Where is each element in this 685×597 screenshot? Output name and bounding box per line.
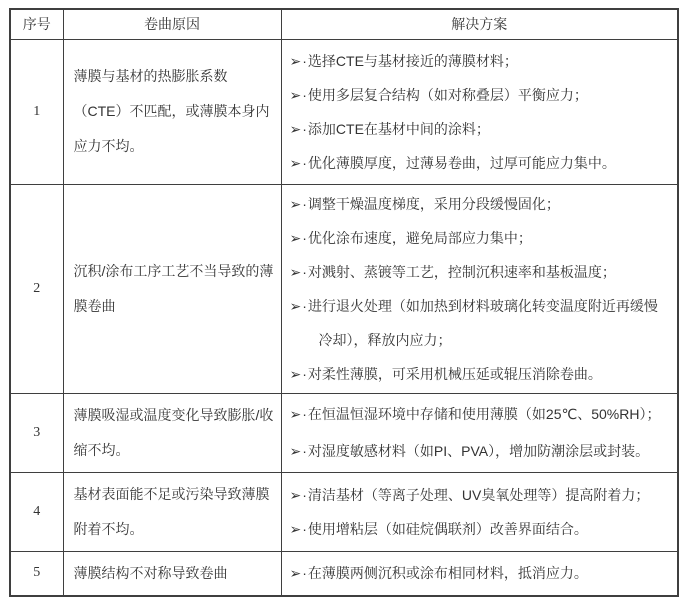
arrow-bullet-icon: ➢· [289, 229, 308, 246]
solution-text: 在恒温恒湿环境中存储和使用薄膜（如25℃、50%RH）； [307, 405, 661, 422]
table-row-3 [10, 393, 678, 472]
table-row-5 [10, 551, 678, 596]
solution-text: 选择CTE与基材接近的薄膜材料； [307, 52, 518, 69]
solution-item [289, 512, 672, 546]
solution-item [289, 559, 672, 587]
row-number: 5 [10, 551, 63, 596]
header-cell-solution: 解决方案 [281, 9, 678, 39]
solution-text: 使用增粘层（如硅烷偶联剂）改善界面结合。 [307, 520, 588, 537]
solution-item [289, 112, 672, 146]
table-header-row [10, 9, 678, 39]
row-number: 1 [10, 39, 63, 184]
row-number: 2 [10, 184, 63, 393]
solution-text: 对湿度敏感材料（如PI、PVA），增加防潮涂层或封装。 [307, 442, 650, 459]
solution-item [289, 221, 672, 255]
cause-text: 薄膜与基材的热膨胀系数（CTE）不匹配，或薄膜本身内应力不均。 [63, 39, 281, 184]
solution-text: 在薄膜两侧沉积或涂布相同材料，抵消应力。 [307, 565, 588, 581]
solutions-cell [281, 393, 678, 472]
solution-text: 使用多层复合结构（如对称叠层）平衡应力； [307, 86, 588, 103]
arrow-bullet-icon: ➢· [289, 86, 308, 103]
solution-item [289, 396, 672, 433]
solution-text: 优化薄膜厚度，过薄易卷曲，过厚可能应力集中。 [307, 154, 616, 171]
solution-text: 对柔性薄膜，可采用机械压延或辊压消除卷曲。 [307, 365, 602, 382]
table-row-4 [10, 472, 678, 551]
solution-text: 进行退火处理（如加热到材料玻璃化转变温度附近再缓慢冷却），释放内应力； [307, 297, 658, 348]
arrow-bullet-icon: ➢· [289, 297, 308, 314]
solution-text: 清洁基材（等离子处理、UV臭氧处理等）提高附着力； [307, 486, 650, 503]
solutions-cell [281, 39, 678, 184]
solution-item [289, 357, 672, 391]
arrow-bullet-icon: ➢· [289, 195, 308, 212]
solution-text: 调整干燥温度梯度，采用分段缓慢固化； [307, 195, 560, 212]
header-cell-number: 序号 [10, 9, 63, 39]
solution-item [289, 478, 672, 512]
solution-item [289, 44, 672, 78]
arrow-bullet-icon: ➢· [289, 52, 308, 69]
row-number: 4 [10, 472, 63, 551]
arrow-bullet-icon: ➢· [289, 154, 308, 171]
solution-text: 优化涂布速度，避免局部应力集中； [307, 229, 532, 246]
cause-text: 薄膜结构不对称导致卷曲 [63, 551, 281, 596]
header-cell-cause: 卷曲原因 [63, 9, 281, 39]
arrow-bullet-icon: ➢· [289, 565, 308, 581]
arrow-bullet-icon: ➢· [289, 442, 308, 459]
row-number: 3 [10, 393, 63, 472]
solution-item [289, 146, 672, 180]
arrow-bullet-icon: ➢· [289, 405, 308, 422]
solutions-cell [281, 472, 678, 551]
arrow-bullet-icon: ➢· [289, 486, 308, 503]
solution-item [289, 78, 672, 112]
table-row-2 [10, 184, 678, 393]
solution-item [289, 433, 672, 470]
solution-item [289, 187, 672, 221]
solution-item [289, 289, 672, 357]
solutions-cell [281, 551, 678, 596]
table-row-1 [10, 39, 678, 184]
solution-text: 对溅射、蒸镀等工艺，控制沉积速率和基板温度； [307, 263, 616, 280]
solutions-cell [281, 184, 678, 393]
cause-text: 沉积/涂布工序工艺不当导致的薄膜卷曲 [63, 184, 281, 393]
arrow-bullet-icon: ➢· [289, 520, 308, 537]
solution-item [289, 255, 672, 289]
arrow-bullet-icon: ➢· [289, 120, 308, 137]
solution-text: 添加CTE在基材中间的涂料； [307, 120, 490, 137]
arrow-bullet-icon: ➢· [289, 365, 308, 382]
film-curl-causes-solutions-table [9, 8, 679, 597]
cause-text: 基材表面能不足或污染导致薄膜附着不均。 [63, 472, 281, 551]
arrow-bullet-icon: ➢· [289, 263, 308, 280]
cause-text: 薄膜吸湿或温度变化导致膨胀/收缩不均。 [63, 393, 281, 472]
